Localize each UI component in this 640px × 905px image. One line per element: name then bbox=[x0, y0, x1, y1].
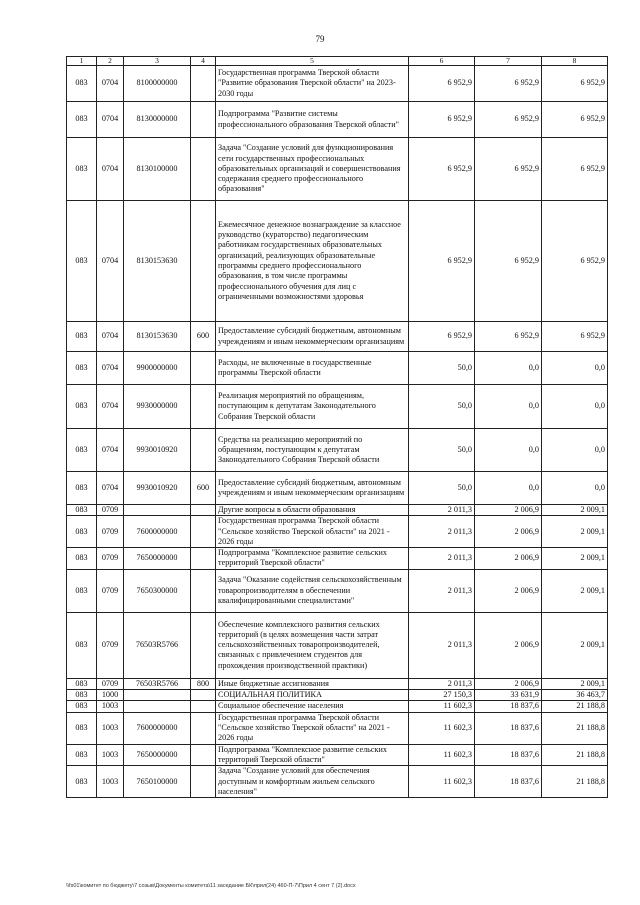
cell-amount-2: 2 006,9 bbox=[475, 505, 542, 516]
cell-expense-type bbox=[191, 516, 216, 548]
cell-amount-1: 11 602,3 bbox=[409, 744, 475, 766]
cell-section-code: 0704 bbox=[97, 322, 124, 352]
cell-name: Предоставление субсидий бюджетным, автономным учреждениям и иным некоммерческим организациям bbox=[216, 472, 409, 505]
cell-name: Реализация мероприятий по обращениям, поступающим к депутатам Законодательного Собрания Тверской области bbox=[216, 385, 409, 429]
cell-amount-1: 6 952,9 bbox=[409, 322, 475, 352]
cell-admin-code: 083 bbox=[67, 385, 97, 429]
cell-target-article: 7650000000 bbox=[124, 548, 191, 570]
cell-section-code: 1003 bbox=[97, 712, 124, 744]
column-number: 8 bbox=[542, 57, 608, 66]
cell-amount-3: 2 009,1 bbox=[542, 569, 608, 612]
cell-target-article: 9900000000 bbox=[124, 352, 191, 385]
cell-name: Подпрограмма "Развитие системы профессионального образования Тверской области" bbox=[216, 102, 409, 138]
cell-target-article: 7650000000 bbox=[124, 744, 191, 766]
cell-target-article: 76503R5766 bbox=[124, 612, 191, 678]
cell-amount-2: 33 631,9 bbox=[475, 690, 542, 701]
cell-section-code: 0709 bbox=[97, 548, 124, 570]
cell-amount-3: 2 009,1 bbox=[542, 678, 608, 689]
cell-name: Средства на реализацию мероприятий по обращениям, поступающим к депутатам Законодательного Собрания Тверской области bbox=[216, 429, 409, 472]
cell-section-code: 0709 bbox=[97, 569, 124, 612]
cell-target-article: 7600000000 bbox=[124, 516, 191, 548]
cell-admin-code: 083 bbox=[67, 138, 97, 201]
cell-amount-2: 0,0 bbox=[475, 352, 542, 385]
cell-admin-code: 083 bbox=[67, 472, 97, 505]
cell-amount-3: 21 188,8 bbox=[542, 766, 608, 798]
cell-amount-2: 6 952,9 bbox=[475, 322, 542, 352]
cell-name: Подпрограмма "Комплексное развитие сельских территорий Тверской области" bbox=[216, 548, 409, 570]
cell-amount-1: 50,0 bbox=[409, 472, 475, 505]
cell-amount-3: 21 188,8 bbox=[542, 712, 608, 744]
cell-name: Государственная программа Тверской области "Сельское хозяйство Тверской области" на 2021 - 2026 годы bbox=[216, 712, 409, 744]
table-row bbox=[67, 744, 608, 766]
column-number: 3 bbox=[124, 57, 191, 66]
cell-target-article: 9930010920 bbox=[124, 429, 191, 472]
table-row bbox=[67, 766, 608, 798]
table-row bbox=[67, 102, 608, 138]
cell-section-code: 0709 bbox=[97, 505, 124, 516]
cell-name: Ежемесячное денежное вознаграждение за классное руководство (кураторство) педагогическим работникам государственных образовательных организаций, реализующих образовательные программы среднего профессионального образования, в том числе программы профессионального обучения для лиц с ограниченными возможностями здоровья bbox=[216, 201, 409, 322]
cell-amount-3: 21 188,8 bbox=[542, 701, 608, 712]
cell-expense-type bbox=[191, 612, 216, 678]
cell-target-article: 7650300000 bbox=[124, 569, 191, 612]
cell-amount-1: 2 011,3 bbox=[409, 548, 475, 570]
cell-amount-3: 36 463,7 bbox=[542, 690, 608, 701]
cell-expense-type bbox=[191, 548, 216, 570]
table-row bbox=[67, 712, 608, 744]
cell-section-code: 0704 bbox=[97, 138, 124, 201]
cell-expense-type bbox=[191, 429, 216, 472]
cell-section-code: 0704 bbox=[97, 429, 124, 472]
table-row bbox=[67, 429, 608, 472]
cell-name: Государственная программа Тверской области "Сельское хозяйство Тверской области" на 2021 - 2026 годы bbox=[216, 516, 409, 548]
cell-amount-3: 0,0 bbox=[542, 385, 608, 429]
cell-section-code: 1003 bbox=[97, 744, 124, 766]
cell-amount-1: 50,0 bbox=[409, 429, 475, 472]
cell-admin-code: 083 bbox=[67, 516, 97, 548]
table-row bbox=[67, 678, 608, 689]
cell-section-code: 0704 bbox=[97, 102, 124, 138]
cell-name: Предоставление субсидий бюджетным, автономным учреждениям и иным некоммерческим организациям bbox=[216, 322, 409, 352]
table-row bbox=[67, 505, 608, 516]
cell-target-article bbox=[124, 690, 191, 701]
table-row bbox=[67, 322, 608, 352]
cell-amount-3: 0,0 bbox=[542, 352, 608, 385]
cell-amount-3: 21 188,8 bbox=[542, 744, 608, 766]
cell-expense-type bbox=[191, 66, 216, 102]
cell-expense-type bbox=[191, 712, 216, 744]
cell-section-code: 0704 bbox=[97, 352, 124, 385]
table-row bbox=[67, 569, 608, 612]
cell-expense-type bbox=[191, 385, 216, 429]
cell-amount-2: 2 006,9 bbox=[475, 548, 542, 570]
cell-admin-code: 083 bbox=[67, 548, 97, 570]
cell-admin-code: 083 bbox=[67, 766, 97, 798]
cell-admin-code: 083 bbox=[67, 505, 97, 516]
cell-amount-1: 6 952,9 bbox=[409, 201, 475, 322]
cell-amount-1: 2 011,3 bbox=[409, 505, 475, 516]
cell-amount-2: 18 837,6 bbox=[475, 766, 542, 798]
cell-name: Обеспечение комплексного развития сельских территорий (в целях возмещения части затрат сельскохозяйственных товаропроизводителей, связанных с привлечением студентов для прохождения производственной практики) bbox=[216, 612, 409, 678]
cell-section-code: 0704 bbox=[97, 385, 124, 429]
cell-amount-3: 2 009,1 bbox=[542, 505, 608, 516]
cell-amount-1: 2 011,3 bbox=[409, 516, 475, 548]
cell-expense-type bbox=[191, 701, 216, 712]
cell-target-article: 76503R5766 bbox=[124, 678, 191, 689]
cell-amount-1: 50,0 bbox=[409, 352, 475, 385]
cell-section-code: 0704 bbox=[97, 201, 124, 322]
cell-target-article: 8100000000 bbox=[124, 66, 191, 102]
cell-amount-3: 0,0 bbox=[542, 429, 608, 472]
cell-admin-code: 083 bbox=[67, 678, 97, 689]
column-number: 6 bbox=[409, 57, 475, 66]
column-number: 1 bbox=[67, 57, 97, 66]
cell-name: СОЦИАЛЬНАЯ ПОЛИТИКА bbox=[216, 690, 409, 701]
column-number: 4 bbox=[191, 57, 216, 66]
table-row bbox=[67, 352, 608, 385]
cell-admin-code: 083 bbox=[67, 322, 97, 352]
cell-section-code: 0709 bbox=[97, 516, 124, 548]
budget-table bbox=[66, 56, 608, 798]
cell-amount-2: 18 837,6 bbox=[475, 712, 542, 744]
cell-expense-type bbox=[191, 201, 216, 322]
cell-admin-code: 083 bbox=[67, 102, 97, 138]
cell-amount-2: 18 837,6 bbox=[475, 701, 542, 712]
table-row bbox=[67, 612, 608, 678]
cell-name: Подпрограмма "Комплексное развитие сельских территорий Тверской области" bbox=[216, 744, 409, 766]
cell-expense-type: 800 bbox=[191, 678, 216, 689]
cell-target-article: 8130153630 bbox=[124, 201, 191, 322]
cell-amount-2: 2 006,9 bbox=[475, 612, 542, 678]
cell-expense-type bbox=[191, 569, 216, 612]
cell-amount-3: 6 952,9 bbox=[542, 201, 608, 322]
cell-admin-code: 083 bbox=[67, 66, 97, 102]
cell-admin-code: 083 bbox=[67, 352, 97, 385]
cell-expense-type bbox=[191, 138, 216, 201]
cell-amount-2: 0,0 bbox=[475, 472, 542, 505]
table-row bbox=[67, 472, 608, 505]
cell-amount-2: 2 006,9 bbox=[475, 516, 542, 548]
cell-amount-1: 6 952,9 bbox=[409, 102, 475, 138]
cell-target-article: 8130000000 bbox=[124, 102, 191, 138]
table-row bbox=[67, 516, 608, 548]
cell-amount-1: 2 011,3 bbox=[409, 569, 475, 612]
cell-section-code: 1003 bbox=[97, 766, 124, 798]
cell-admin-code: 083 bbox=[67, 569, 97, 612]
cell-section-code: 1003 bbox=[97, 701, 124, 712]
cell-amount-1: 50,0 bbox=[409, 385, 475, 429]
cell-amount-2: 6 952,9 bbox=[475, 102, 542, 138]
table-row bbox=[67, 66, 608, 102]
table-row bbox=[67, 701, 608, 712]
cell-target-article bbox=[124, 701, 191, 712]
cell-admin-code: 083 bbox=[67, 612, 97, 678]
cell-target-article bbox=[124, 505, 191, 516]
page-number: 79 bbox=[315, 34, 325, 44]
table-row bbox=[67, 385, 608, 429]
cell-amount-2: 6 952,9 bbox=[475, 66, 542, 102]
cell-section-code: 0704 bbox=[97, 472, 124, 505]
cell-amount-3: 2 009,1 bbox=[542, 612, 608, 678]
cell-target-article: 7650100000 bbox=[124, 766, 191, 798]
cell-expense-type bbox=[191, 505, 216, 516]
table-row bbox=[67, 201, 608, 322]
cell-amount-3: 6 952,9 bbox=[542, 102, 608, 138]
cell-amount-2: 0,0 bbox=[475, 385, 542, 429]
column-number: 2 bbox=[97, 57, 124, 66]
cell-name: Иные бюджетные ассигнования bbox=[216, 678, 409, 689]
table-row bbox=[67, 690, 608, 701]
cell-amount-1: 27 150,3 bbox=[409, 690, 475, 701]
cell-target-article: 8130100000 bbox=[124, 138, 191, 201]
cell-expense-type bbox=[191, 744, 216, 766]
cell-name: Государственная программа Тверской области "Развитие образования Тверской области" на 2023-2030 годы bbox=[216, 66, 409, 102]
cell-amount-3: 6 952,9 bbox=[542, 138, 608, 201]
cell-amount-1: 2 011,3 bbox=[409, 678, 475, 689]
file-path-footer: \\fs01\комитет по бюджету\7 созыв\Документы комитета\11 заседание БК\прил(24) 460-П-7\Прил 4 сент 7 (2).docx bbox=[66, 883, 356, 889]
cell-admin-code: 083 bbox=[67, 201, 97, 322]
cell-amount-1: 6 952,9 bbox=[409, 66, 475, 102]
cell-amount-1: 11 602,3 bbox=[409, 712, 475, 744]
cell-section-code: 0709 bbox=[97, 612, 124, 678]
cell-name: Задача "Создание условий для функционирования сети государственных профессиональных образовательных организаций и совершенствования содержания среднего профессионального образования" bbox=[216, 138, 409, 201]
cell-amount-2: 0,0 bbox=[475, 429, 542, 472]
cell-target-article: 8130153630 bbox=[124, 322, 191, 352]
table-row bbox=[67, 548, 608, 570]
cell-amount-2: 6 952,9 bbox=[475, 138, 542, 201]
cell-admin-code: 083 bbox=[67, 690, 97, 701]
cell-admin-code: 083 bbox=[67, 744, 97, 766]
cell-name: Расходы, не включенные в государственные программы Тверской области bbox=[216, 352, 409, 385]
cell-section-code: 0709 bbox=[97, 678, 124, 689]
cell-admin-code: 083 bbox=[67, 712, 97, 744]
cell-section-code: 0704 bbox=[97, 66, 124, 102]
cell-expense-type bbox=[191, 102, 216, 138]
cell-amount-2: 2 006,9 bbox=[475, 569, 542, 612]
cell-target-article: 9930000000 bbox=[124, 385, 191, 429]
cell-expense-type bbox=[191, 766, 216, 798]
table-body bbox=[67, 66, 608, 798]
cell-amount-2: 6 952,9 bbox=[475, 201, 542, 322]
cell-amount-3: 2 009,1 bbox=[542, 548, 608, 570]
cell-expense-type bbox=[191, 690, 216, 701]
cell-expense-type: 600 bbox=[191, 322, 216, 352]
cell-amount-2: 18 837,6 bbox=[475, 744, 542, 766]
cell-expense-type: 600 bbox=[191, 472, 216, 505]
cell-admin-code: 083 bbox=[67, 429, 97, 472]
column-number-row bbox=[67, 57, 608, 66]
cell-admin-code: 083 bbox=[67, 701, 97, 712]
cell-amount-3: 2 009,1 bbox=[542, 516, 608, 548]
cell-target-article: 9930010920 bbox=[124, 472, 191, 505]
cell-section-code: 1000 bbox=[97, 690, 124, 701]
cell-expense-type bbox=[191, 352, 216, 385]
cell-amount-1: 2 011,3 bbox=[409, 612, 475, 678]
cell-amount-1: 6 952,9 bbox=[409, 138, 475, 201]
column-number: 5 bbox=[216, 57, 409, 66]
cell-amount-1: 11 602,3 bbox=[409, 701, 475, 712]
cell-name: Задача "Оказание содействия сельскохозяйственным товаропроизводителям в обеспечении квалифицированными специалистами" bbox=[216, 569, 409, 612]
cell-amount-1: 11 602,3 bbox=[409, 766, 475, 798]
cell-amount-3: 6 952,9 bbox=[542, 322, 608, 352]
cell-name: Социальное обеспечение населения bbox=[216, 701, 409, 712]
cell-name: Задача "Создание условий для обеспечения доступным и комфортным жильем сельского населения" bbox=[216, 766, 409, 798]
table-row bbox=[67, 138, 608, 201]
cell-amount-2: 2 006,9 bbox=[475, 678, 542, 689]
cell-amount-3: 6 952,9 bbox=[542, 66, 608, 102]
cell-target-article: 7600000000 bbox=[124, 712, 191, 744]
cell-name: Другие вопросы в области образования bbox=[216, 505, 409, 516]
cell-amount-3: 0,0 bbox=[542, 472, 608, 505]
column-number: 7 bbox=[475, 57, 542, 66]
